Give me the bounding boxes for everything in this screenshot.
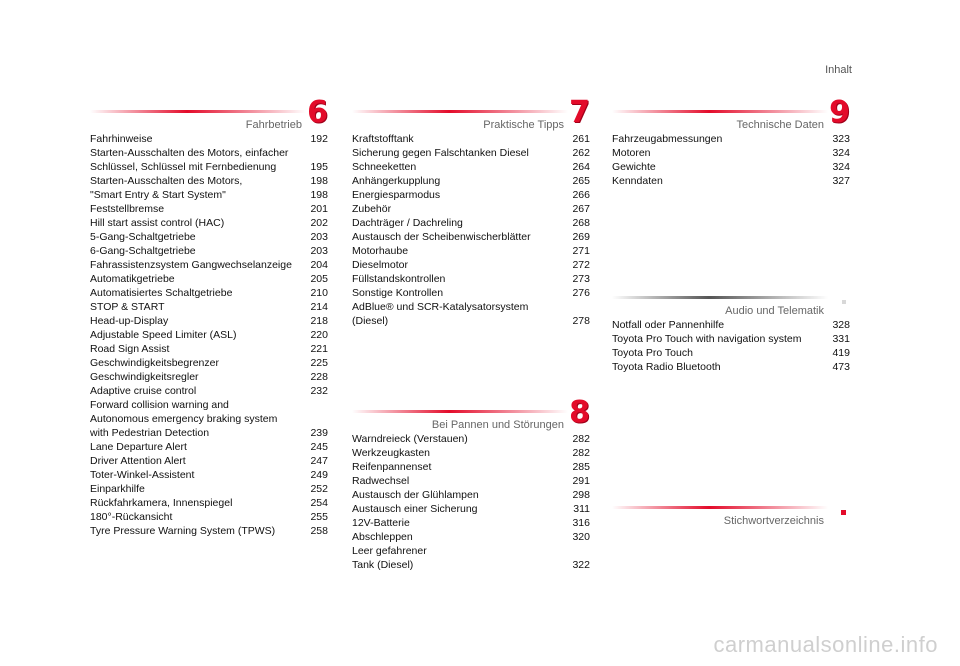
toc-entry[interactable]	[352, 244, 590, 258]
toc-entry[interactable]	[352, 188, 590, 202]
section-bar	[612, 506, 828, 509]
toc-entry-title: Lane Departure Alert	[90, 441, 187, 453]
toc-entry[interactable]	[90, 384, 328, 398]
toc-entry-title: Geschwindigkeitsregler	[90, 371, 199, 383]
toc-entry[interactable]	[90, 244, 328, 258]
toc-entry-page: 311	[573, 503, 590, 515]
entry-list	[90, 132, 328, 538]
toc-entry[interactable]	[612, 318, 850, 332]
toc-entry-page: 271	[572, 245, 590, 257]
toc-entry-title: Kenndaten	[612, 175, 663, 187]
toc-entry[interactable]	[90, 258, 328, 272]
toc-entry[interactable]	[352, 146, 590, 160]
toc-entry-title: Geschwindigkeitsbegrenzer	[90, 357, 219, 369]
toc-entry-page: 247	[310, 455, 328, 467]
toc-entry-title: Warndreieck (Verstauen)	[352, 433, 468, 445]
toc-entry-page: 328	[832, 319, 850, 331]
toc-entry[interactable]	[612, 332, 850, 346]
entry-list	[612, 132, 850, 188]
toc-entry-page: 254	[310, 497, 328, 509]
toc-entry[interactable]	[90, 398, 328, 440]
toc-entry-page: 278	[572, 315, 590, 327]
section-title: Fahrbetrieb	[245, 119, 302, 131]
toc-entry-title: Adjustable Speed Limiter (ASL)	[90, 329, 237, 341]
toc-entry-title: Leer gefahrener Tank (Diesel)	[352, 545, 427, 571]
toc-entry-page: 324	[832, 147, 850, 159]
toc-entry[interactable]	[352, 286, 590, 300]
toc-entry-title: Toyota Pro Touch with navigation system	[612, 333, 802, 345]
toc-entry-title: "Smart Entry & Start System"	[90, 189, 226, 201]
toc-entry-page: 203	[310, 245, 328, 257]
toc-entry[interactable]	[90, 454, 328, 468]
toc-entry-page: 320	[572, 531, 590, 543]
toc-entry-page: 272	[572, 259, 590, 271]
section-header	[612, 496, 850, 526]
toc-entry-title: Toyota Radio Bluetooth	[612, 361, 721, 373]
toc-entry-page: 264	[572, 161, 590, 173]
toc-entry-page: 282	[572, 433, 590, 445]
toc-entry-title: Automatisiertes Schaltgetriebe	[90, 287, 233, 299]
toc-entry-title: Adaptive cruise control	[90, 385, 197, 397]
toc-entry-title: Head-up-Display	[90, 315, 169, 327]
toc-entry[interactable]	[352, 432, 590, 446]
section-title: Stichwortverzeichnis	[723, 515, 824, 527]
watermark: carmanualsonline.info	[713, 632, 938, 657]
section-title: Technische Daten	[736, 119, 824, 131]
toc-entry-page: 258	[310, 525, 328, 537]
toc-entry[interactable]	[90, 188, 328, 202]
toc-entry-title: Toyota Pro Touch	[612, 347, 693, 359]
toc-entry-page: 228	[310, 371, 328, 383]
toc-entry[interactable]	[90, 482, 328, 496]
toc-entry-title: 5-Gang-Schaltgetriebe	[90, 231, 196, 243]
section-title: Praktische Tipps	[483, 119, 564, 131]
toc-entry[interactable]	[352, 474, 590, 488]
toc-entry-page: 220	[310, 329, 328, 341]
toc-entry-page: 265	[572, 175, 590, 187]
toc-entry-page: 210	[310, 287, 328, 299]
toc-entry-page: 262	[572, 147, 590, 159]
toc-entry-title: Fahrassistenzsystem Gangwechselanzeige	[90, 259, 292, 271]
toc-entry-page: 192	[310, 133, 328, 145]
toc-entry-title: Abschleppen	[352, 531, 413, 543]
toc-entry-page: 203	[310, 231, 328, 243]
section-bar	[352, 410, 568, 413]
toc-entry-title: Dachträger / Dachreling	[352, 217, 463, 229]
toc-entry[interactable]	[352, 174, 590, 188]
toc-entry-title: Toter-Winkel-Assistent	[90, 469, 195, 481]
toc-entry-title: 12V-Batterie	[352, 517, 410, 529]
page-header: Inhalt	[825, 64, 852, 76]
section-bar	[90, 110, 306, 113]
toc-entry[interactable]	[612, 360, 850, 374]
toc-entry[interactable]	[90, 216, 328, 230]
toc-entry[interactable]	[352, 502, 590, 516]
section-title: Bei Pannen und Störungen	[431, 419, 564, 431]
toc-entry[interactable]	[90, 202, 328, 216]
toc-entry-title: Einparkhilfe	[90, 483, 145, 495]
toc-entry-page: 298	[572, 489, 590, 501]
toc-entry-title: Motoren	[612, 147, 651, 159]
toc-entry-title: Werkzeugkasten	[352, 447, 431, 459]
toc-entry-page: 221	[310, 343, 328, 355]
toc-entry-title: Energiesparmodus	[352, 189, 441, 201]
toc-entry-title: Austausch der Glühlampen	[352, 489, 479, 501]
toc-entry-title: Fahrzeugabmessungen	[612, 133, 723, 145]
toc-entry-title: STOP & START	[90, 301, 165, 313]
toc-entry[interactable]	[90, 342, 328, 356]
toc-entry[interactable]	[90, 356, 328, 370]
section-header	[352, 95, 590, 131]
toc-entry[interactable]	[352, 258, 590, 272]
section-header	[612, 95, 850, 131]
toc-entry-title: Motorhaube	[352, 245, 409, 257]
toc-entry-title: Reifenpannenset	[352, 461, 432, 473]
toc-entry[interactable]	[90, 468, 328, 482]
toc-entry-title: Sicherung gegen Falschtanken Diesel	[352, 147, 529, 159]
section-stichwortverzeichnis	[612, 496, 850, 528]
toc-entry[interactable]	[90, 174, 328, 188]
toc-entry[interactable]	[352, 132, 590, 146]
toc-entry[interactable]	[612, 146, 850, 160]
toc-entry-title: Driver Attention Alert	[90, 455, 186, 467]
chapter-number: 9	[829, 95, 850, 130]
toc-entry-title: Austausch einer Sicherung	[352, 503, 478, 515]
toc-entry-page: 249	[310, 469, 328, 481]
toc-entry-page: 245	[310, 441, 328, 453]
toc-entry-page: 282	[572, 447, 590, 459]
toc-entry-page: 276	[572, 287, 590, 299]
toc-entry[interactable]	[90, 286, 328, 300]
toc-entry[interactable]	[352, 530, 590, 544]
toc-entry[interactable]	[352, 516, 590, 530]
toc-entry[interactable]	[90, 440, 328, 454]
toc-entry-page: 198	[310, 175, 328, 187]
toc-entry[interactable]	[352, 446, 590, 460]
section-header	[612, 286, 850, 316]
toc-entry-page: 285	[572, 461, 590, 473]
toc-entry[interactable]	[90, 496, 328, 510]
toc-entry-title: Hill start assist control (HAC)	[90, 217, 225, 229]
toc-entry-page: 214	[310, 301, 328, 313]
toc-entry[interactable]	[90, 230, 328, 244]
chapter-number: 7	[569, 95, 590, 130]
section-marker	[842, 300, 846, 304]
toc-entry-page: 323	[832, 133, 850, 145]
toc-entry-page: 324	[832, 161, 850, 173]
toc-entry[interactable]	[352, 544, 590, 572]
toc-entry-title: Starten-Ausschalten des Motors, einfacher Schlüssel, Schlüssel mit Fernbedienung	[90, 147, 289, 173]
toc-entry-title: Radwechsel	[352, 475, 410, 487]
section-title: Audio und Telematik	[725, 305, 824, 317]
section-marker	[841, 510, 846, 515]
toc-entry-page: 419	[832, 347, 850, 359]
toc-entry[interactable]	[612, 346, 850, 360]
section-fahrbetrieb	[90, 95, 328, 538]
toc-entry-title: Dieselmotor	[352, 259, 409, 271]
toc-entry[interactable]	[352, 460, 590, 474]
toc-entry-title: Zubehör	[352, 203, 392, 215]
toc-entry[interactable]	[352, 160, 590, 174]
toc-entry-page: 225	[310, 357, 328, 369]
toc-entry[interactable]	[612, 160, 850, 174]
toc-entry[interactable]	[352, 272, 590, 286]
section-audio-telematik	[612, 286, 850, 374]
section-bar	[612, 296, 828, 299]
section-technische-daten	[612, 95, 850, 188]
toc-entry-title: Kraftstofftank	[352, 133, 414, 145]
toc-entry-title: Fahrhinweise	[90, 133, 153, 145]
toc-entry-page: 261	[572, 133, 590, 145]
toc-entry-page: 322	[572, 559, 590, 571]
toc-entry[interactable]	[352, 230, 590, 244]
toc-entry-page: 204	[310, 259, 328, 271]
toc-entry-page: 291	[572, 475, 590, 487]
toc-entry[interactable]	[90, 328, 328, 342]
toc-entry-page: 198	[310, 189, 328, 201]
toc-entry-page: 266	[572, 189, 590, 201]
toc-entry-page: 252	[310, 483, 328, 495]
toc-entry[interactable]	[90, 510, 328, 524]
toc-entry-title: Starten-Ausschalten des Motors,	[90, 175, 243, 187]
section-bar	[352, 110, 568, 113]
chapter-number: 8	[569, 395, 590, 430]
toc-entry-title: Road Sign Assist	[90, 343, 170, 355]
section-header	[90, 95, 328, 131]
toc-entry-page: 232	[310, 385, 328, 397]
toc-entry-page: 255	[310, 511, 328, 523]
toc-entry-page: 267	[572, 203, 590, 215]
toc-entry-title: Notfall oder Pannenhilfe	[612, 319, 725, 331]
toc-entry[interactable]	[90, 370, 328, 384]
toc-entry-page: 316	[572, 517, 590, 529]
toc-entry-page: 239	[310, 427, 328, 439]
toc-entry-title: 6-Gang-Schaltgetriebe	[90, 245, 196, 257]
toc-entry-page: 201	[310, 203, 328, 215]
section-header	[352, 395, 590, 431]
toc-entry[interactable]	[90, 132, 328, 146]
toc-entry-title: Rückfahrkamera, Innenspiegel	[90, 497, 233, 509]
section-bei-pannen	[352, 395, 590, 572]
toc-entry-page: 327	[832, 175, 850, 187]
toc-entry[interactable]	[90, 146, 328, 174]
toc-entry[interactable]	[352, 300, 590, 328]
toc-entry[interactable]	[90, 314, 328, 328]
toc-entry-title: AdBlue® und SCR-Katalysatorsystem (Diesel)	[352, 301, 529, 327]
toc-entry-page: 269	[572, 231, 590, 243]
toc-entry-title: Feststellbremse	[90, 203, 165, 215]
toc-entry-page: 218	[310, 315, 328, 327]
toc-entry-page: 205	[310, 273, 328, 285]
toc-entry-page: 331	[832, 333, 850, 345]
entry-list	[612, 318, 850, 374]
toc-entry[interactable]	[352, 488, 590, 502]
toc-entry-page: 268	[572, 217, 590, 229]
toc-entry[interactable]	[612, 132, 850, 146]
toc-entry-title: Anhängerkupplung	[352, 175, 441, 187]
toc-entry-title: Austausch der Scheibenwischerblätter	[352, 231, 531, 243]
toc-entry-title: Schneeketten	[352, 161, 417, 173]
toc-entry-title: Tyre Pressure Warning System (TPWS)	[90, 525, 276, 537]
toc-entry[interactable]	[90, 524, 328, 538]
toc-entry-title: Sonstige Kontrollen	[352, 287, 444, 299]
toc-entry-title: 180°-Rückansicht	[90, 511, 173, 523]
toc-entry-title: Forward collision warning and Autonomous emergency braking system with Pedestrian Detection	[90, 399, 278, 439]
toc-entry-page: 195	[310, 161, 328, 173]
toc-entry-title: Automatikgetriebe	[90, 273, 175, 285]
toc-entry[interactable]	[90, 300, 328, 314]
toc-entry-title: Füllstandskontrollen	[352, 273, 446, 285]
toc-entry-page: 202	[310, 217, 328, 229]
toc-entry-page: 273	[572, 273, 590, 285]
toc-entry-page: 473	[832, 361, 850, 373]
chapter-number: 6	[307, 95, 328, 130]
toc-entry[interactable]	[612, 174, 850, 188]
section-bar	[612, 110, 828, 113]
section-praktische-tipps	[352, 95, 590, 328]
toc-entry[interactable]	[90, 272, 328, 286]
toc-entry-title: Gewichte	[612, 161, 656, 173]
toc-entry[interactable]	[352, 202, 590, 216]
entry-list	[352, 432, 590, 572]
toc-entry[interactable]	[352, 216, 590, 230]
entry-list	[352, 132, 590, 328]
